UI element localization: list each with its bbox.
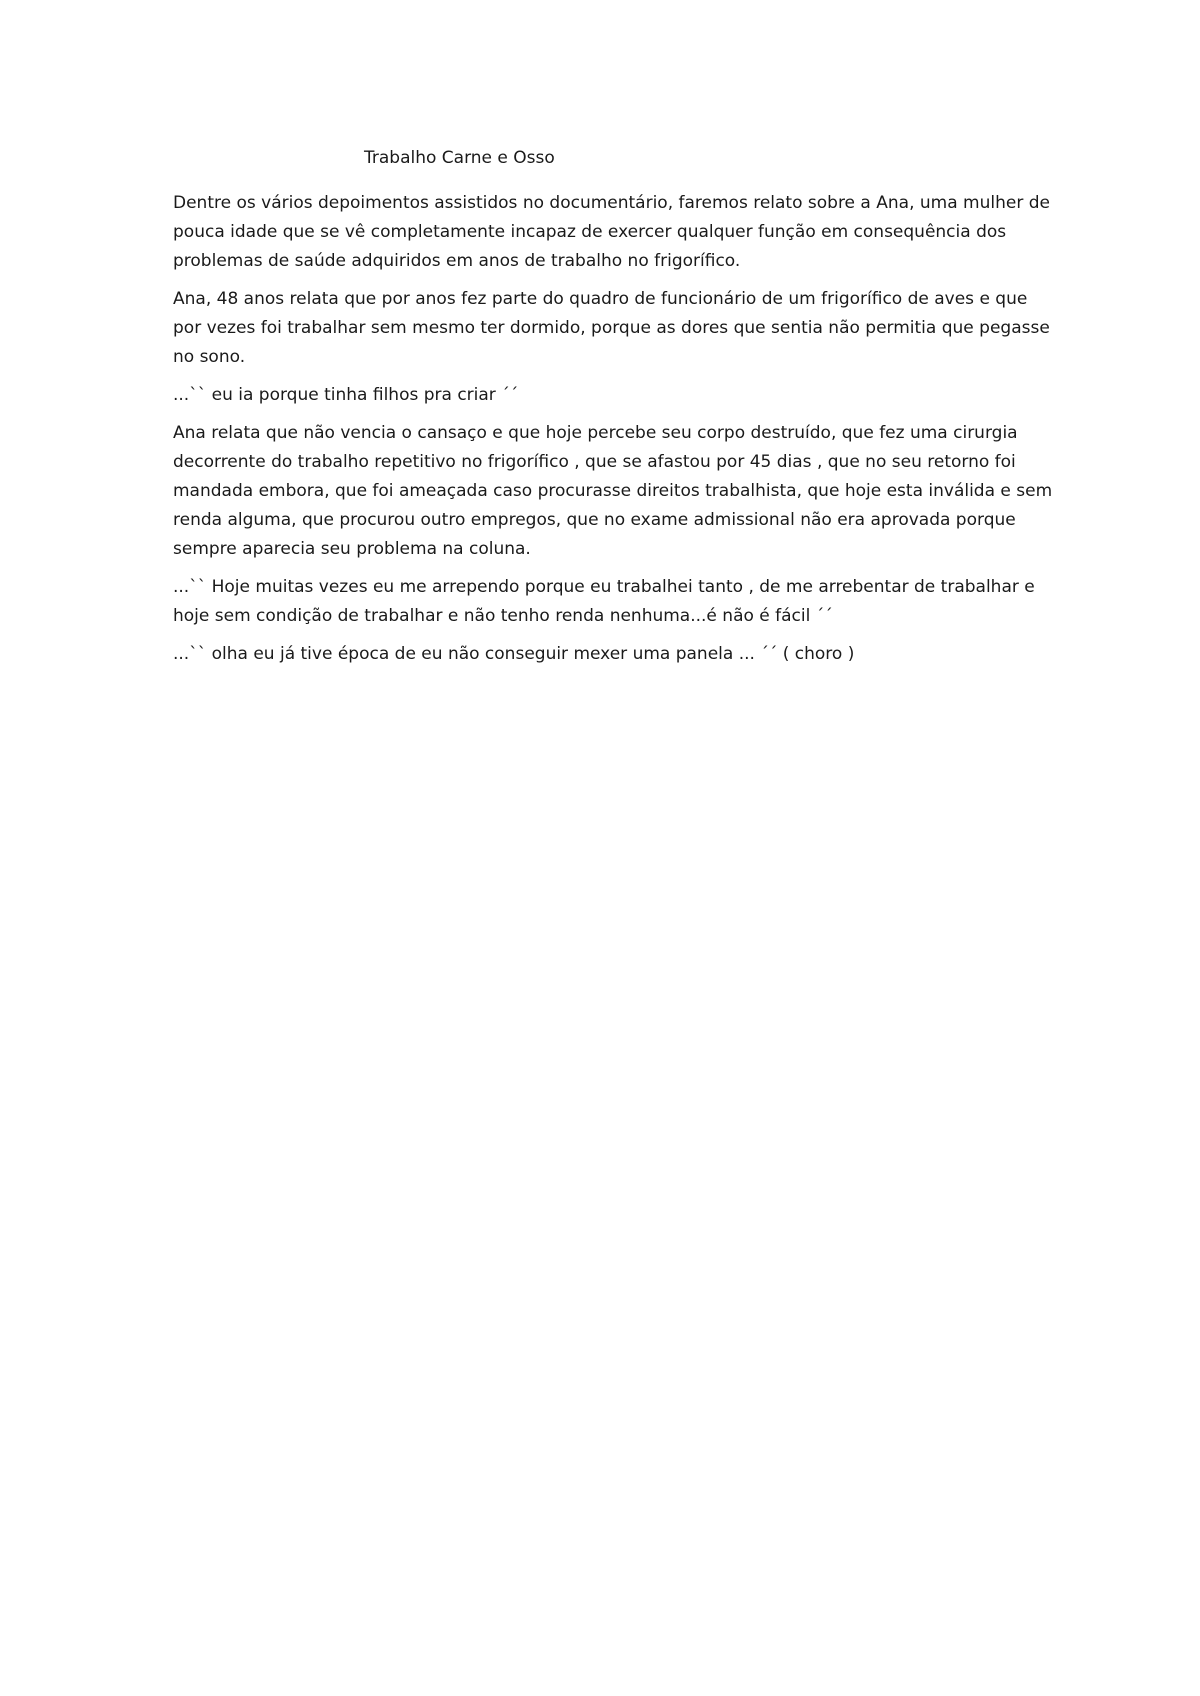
quote-children: ...`` eu ia porque tinha filhos pra criar ´´ (173, 385, 519, 405)
document-title: Trabalho Carne e Osso (364, 148, 555, 168)
paragraph-intro: Dentre os vários depoimentos assistidos no documentário, faremos relato sobre a Ana, uma mulher de pouca idade que se vê completamente incapaz de exercer qualquer função em consequência dos problemas de saúde adquiridos em anos de trabalho no frigorífico. (173, 193, 1050, 271)
quote-panela: ...`` olha eu já tive época de eu não conseguir mexer uma panela ... ´´ ( choro ) (173, 644, 855, 664)
paragraph-ana-account: Ana relata que não vencia o cansaço e que hoje percebe seu corpo destruído, que fez uma cirurgia decorrente do trabalho repetitivo no frigorífico , que se afastou por 45 dias , que no seu retorno foi mandada embora, que foi ameaçada caso procurasse direitos trabalhista, que hoje esta inválida e sem renda alguma, que procurou outro empregos, que no exame admissional não era aprovada porque sempre aparecia seu problema na coluna. (173, 423, 1053, 559)
paragraph-ana-background: Ana, 48 anos relata que por anos fez parte do quadro de funcionário de um frigorífico de aves e que por vezes foi trabalhar sem mesmo ter dormido, porque as dores que sentia não permitia que pegasse no sono. (173, 289, 1050, 367)
quote-regret: ...`` Hoje muitas vezes eu me arrependo porque eu trabalhei tanto , de me arrebentar de trabalhar e hoje sem condição de trabalhar e não tenho renda nenhuma...é não é fácil ´´ (173, 577, 1035, 626)
document-body (173, 189, 1053, 678)
